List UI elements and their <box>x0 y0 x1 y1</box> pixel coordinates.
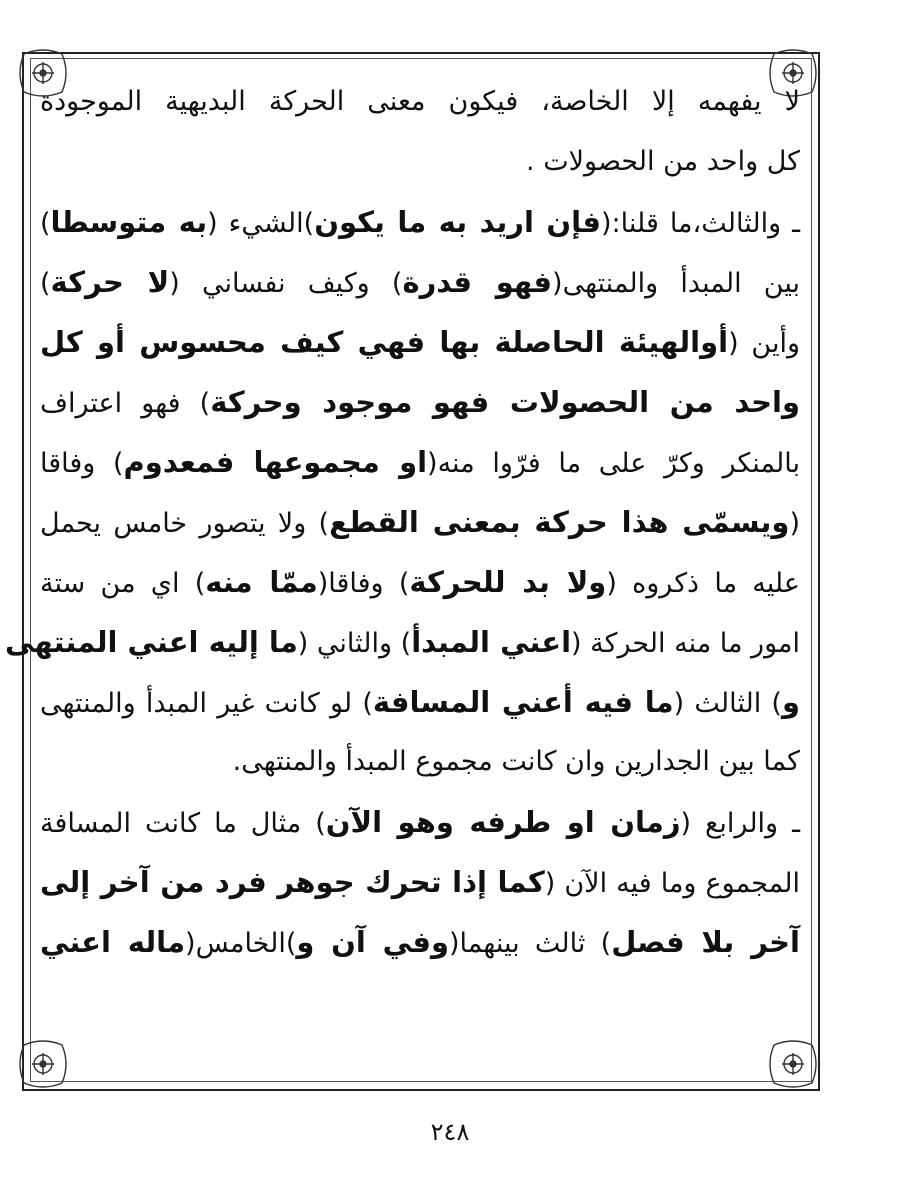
bold-text-run: ما فيه أعني المسافة <box>372 685 674 719</box>
text-line <box>40 732 800 792</box>
bold-text-run: ما إليه اعني المنتهى <box>5 625 298 659</box>
bold-text-run: اعني المبدأ <box>411 625 572 659</box>
text-run: عليه ما ذكروه ( <box>606 568 800 599</box>
text-run: ) <box>40 208 51 239</box>
text-run: ( <box>789 508 801 539</box>
text-run: لا يفهمه إلا الخاصة، فيكون معنى الحركة البديهية الموجودة <box>40 86 800 117</box>
text-run: المجموع وما فيه الآن ( <box>544 868 800 899</box>
text-line <box>40 192 800 252</box>
text-line <box>40 72 800 132</box>
bold-text-run: واحد من الحصولات فهو موجود وحركة <box>210 385 800 419</box>
text-line <box>5 612 800 672</box>
bold-text-run: او مجموعها فمعدوم <box>123 445 428 479</box>
text-run: ) لو كانت غير المبدأ والمنتهى <box>40 688 373 719</box>
text-line <box>40 792 800 852</box>
text-run: ) ثالث بينهما( <box>449 928 612 959</box>
bold-text-run: فهو قدرة <box>402 265 553 299</box>
text-line <box>40 672 800 732</box>
corner-ornament-icon <box>764 1035 822 1093</box>
text-run: ) الثالث ( <box>673 688 782 719</box>
text-run: ) وفاقا <box>40 448 124 479</box>
text-line <box>40 852 800 912</box>
text-run: امور ما منه الحركة ( <box>571 628 800 659</box>
text-run: ـ والثالث،ما قلنا:( <box>601 208 800 239</box>
text-run: ) مثال ما كانت المسافة <box>40 808 326 839</box>
text-run: ـ والرابع ( <box>680 808 800 839</box>
text-line <box>40 552 800 612</box>
text-run: ) والثاني ( <box>297 628 412 659</box>
text-line <box>40 912 800 972</box>
page-text-body <box>5 72 801 1012</box>
text-line <box>40 312 800 372</box>
text-run: ) وفاقا( <box>317 568 410 599</box>
bold-text-run: ويسمّى هذا حركة بمعنى القطع <box>329 505 790 539</box>
bold-text-run: لا حركة <box>50 265 170 299</box>
text-line <box>40 372 800 432</box>
bold-text-run: ممّا منه <box>205 565 318 599</box>
bold-text-run: به متوسطا <box>50 205 208 239</box>
bold-text-run: ماله اعني <box>40 925 186 959</box>
bold-text-run: ولا بد للحركة <box>409 565 607 599</box>
bold-text-run: وفي آن و <box>296 925 450 959</box>
bold-text-run: زمان او طرفه وهو الآن <box>325 805 681 839</box>
text-line <box>40 492 800 552</box>
text-run: )الشيء ( <box>207 208 315 239</box>
text-run: وأين ( <box>728 328 800 359</box>
bold-text-run: أوالهيئة الحاصلة بها فهي كيف محسوس أو كل <box>40 325 729 359</box>
page-number: ٢٤٨ <box>430 1118 470 1146</box>
text-run: ) ولا يتصور خامس يحمل <box>40 508 330 539</box>
text-line <box>40 252 800 312</box>
text-run: ) <box>40 268 51 299</box>
text-line <box>40 432 800 492</box>
bold-text-run: فإن اريد به ما يكون <box>314 205 602 239</box>
text-run: ) اي من ستة <box>40 568 206 599</box>
bold-text-run: كما إذا تحرك جوهر فرد من آخر إلى <box>40 865 545 899</box>
text-run: كل واحد من الحصولات . <box>526 146 800 177</box>
text-run: )الخامس( <box>185 928 297 959</box>
bold-text-run: و <box>781 685 800 719</box>
text-run: ) وكيف نفساني ( <box>169 268 403 299</box>
text-run: كما بين الجدارين وان كانت مجموع المبدأ والمنتهى. <box>232 746 800 777</box>
text-run: بالمنكر وكرّ على ما فرّوا منه( <box>427 448 800 479</box>
text-run: ) فهو اعتراف <box>40 388 211 419</box>
text-line <box>40 132 800 192</box>
corner-ornament-icon <box>14 1035 72 1093</box>
text-run: بين المبدأ والمنتهى( <box>552 268 800 299</box>
bold-text-run: آخر بلا فصل <box>611 925 800 959</box>
